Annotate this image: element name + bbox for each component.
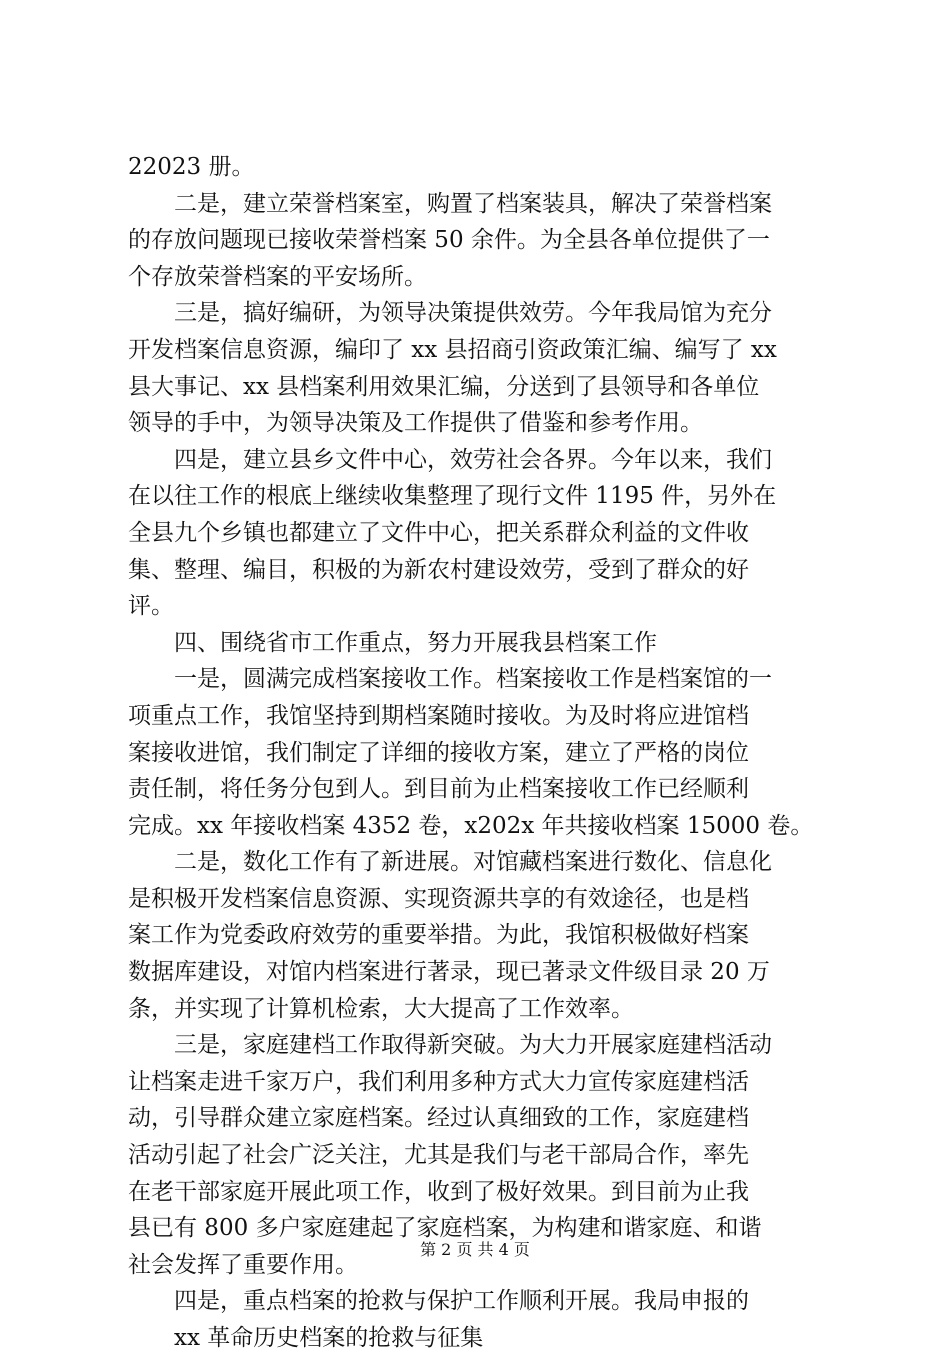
text-line: 评。 [128,593,174,620]
section-heading: 四、围绕省市工作重点，努力开展我县档案工作 [174,629,657,656]
text-line: 动，引导群众建立家庭档案。经过认真细致的工作，家庭建档 [128,1105,749,1132]
text-line: 让档案走进千家万户，我们利用多种方式大力宣传家庭建档活 [128,1068,749,1095]
text-line: 在老干部家庭开展此项工作，收到了极好效果。到目前为止我 [128,1178,749,1205]
text-line: 案工作为党委政府效劳的重要举措。为此，我馆积极做好档案 [128,922,749,949]
page-number-footer: 第 2 页 共 4 页 [420,1240,530,1259]
paragraph-start-line: 一是，圆满完成档案接收工作。档案接收工作是档案馆的一 [174,666,772,693]
text-line: 集、整理、编目，积极的为新农村建设效劳，受到了群众的好 [128,556,749,583]
text-line: 完成。xx 年接收档案 4352 卷，x202x 年共接收档案 15000 卷。 [128,812,814,839]
text-line: 条，并实现了计算机检索，大大提高了工作效率。 [128,995,634,1022]
text-line: 项重点工作，我馆坚持到期档案随时接收。为及时将应进馆档 [128,702,749,729]
text-line: 县大事记、xx 县档案利用效果汇编，分送到了县领导和各单位 [128,373,760,400]
text-line: 数据库建设，对馆内档案进行著录，现已著录文件级目录 20 万 [128,959,770,986]
text-line: 领导的手中，为领导决策及工作提供了借鉴和参考作用。 [128,410,703,437]
paragraph-start-line: 二是，数化工作有了新进展。对馆藏档案进行数化、信息化 [174,849,772,876]
text-line: 在以往工作的根底上继续收集整理了现行文件 1195 件，另外在 [128,483,777,510]
body-text [128,149,836,1357]
text-line: 22023 册。 [128,154,255,180]
text-line: 案接收进馆，我们制定了详细的接收方案，建立了严格的岗位 [128,739,749,766]
text-line: 开发档案信息资源，编印了 xx 县招商引资政策汇编、编写了 xx [128,336,777,363]
text-line: 县已有 800 多户家庭建起了家庭档案，为构建和谐家庭、和谐 [128,1215,762,1242]
text-line: 是积极开发档案信息资源、实现资源共享的有效途径，也是档 [128,885,749,912]
paragraph-start-line: 四是，建立县乡文件中心，效劳社会各界。今年以来，我们 [174,446,772,473]
text-line: xx 革命历史档案的抢救与征集 [174,1325,484,1351]
text-line: 责任制，将任务分包到人。到目前为止档案接收工作已经顺利 [128,776,749,803]
text-line: 的存放问题现已接收荣誉档案 50 余件。为全县各单位提供了一 [128,227,770,254]
text-line: 全县九个乡镇也都建立了文件中心，把关系群众利益的文件收 [128,519,749,546]
paragraph-start-line: 三是，搞好编研，为领导决策提供效劳。今年我局馆为充分 [174,300,772,327]
paragraph-start-line: 四是，重点档案的抢救与保护工作顺利开展。我局申报的 [174,1288,749,1315]
text-line: 社会发挥了重要作用。 [128,1251,358,1278]
paragraph-start-line: 二是，建立荣誉档案室，购置了档案装具，解决了荣誉档案 [174,190,772,217]
text-line: 个存放荣誉档案的平安场所。 [128,263,427,290]
text-line: 活动引起了社会广泛关注，尤其是我们与老干部局合作，率先 [128,1142,749,1169]
paragraph-start-line: 三是，家庭建档工作取得新突破。为大力开展家庭建档活动 [174,1032,772,1059]
